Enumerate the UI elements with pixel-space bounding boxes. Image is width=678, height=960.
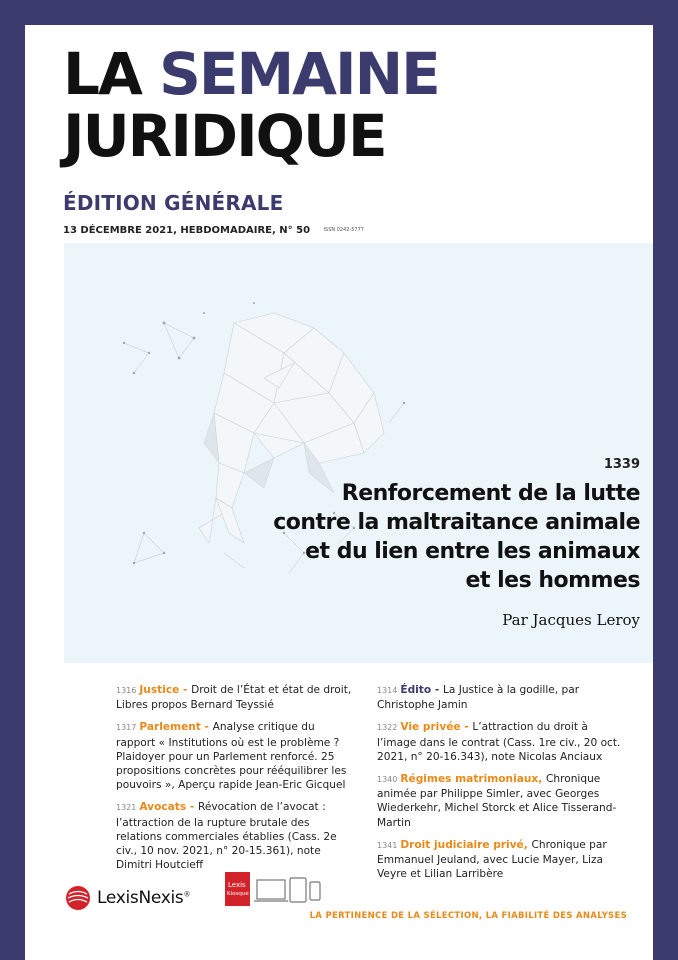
entry-separator: -	[460, 721, 473, 734]
masthead-line1	[63, 40, 439, 108]
contents-entry	[116, 720, 356, 792]
entry-text: Chronique animée par Philippe Simler, avec Georges Wiederkehr, Michel Storck et Alice Tisserand-Martin	[377, 773, 617, 829]
headline-line: et les hommes	[465, 568, 640, 593]
kiosk-line1: Lexis	[228, 881, 246, 889]
contents-left-column	[116, 683, 356, 880]
entry-number: 1316	[116, 686, 137, 695]
tagline: LA PERTINENCE DE LA SÉLECTION, LA FIABILITÉ DES ANALYSES	[309, 911, 627, 921]
entry-separator: -	[200, 721, 213, 734]
entry-rubric: Parlement	[139, 721, 201, 734]
publisher-brand: LexisNexis	[97, 888, 184, 908]
entry-text: La Justice à la godille, par Christophe Jamin	[377, 684, 580, 712]
entry-number: 1314	[377, 686, 398, 695]
tablet-icon	[290, 878, 306, 902]
contents-entry	[377, 838, 627, 882]
entry-text: Révocation de l’avocat : l’attraction de la rupture brutale des relations commerciales établies (Cass. 2e civ., 10 nov. 2021, n° 20-15.361), note Dimitri Houtcieff	[116, 801, 337, 872]
entry-text: Analyse critique du rapport « Institutions où est le problème ? Plaidoyer pour un Parlement renforcé. 25 propositions concrètes pour rééquilibrer les pouvoirs », Aperçu rapide Jean-Eric Gicquel	[116, 721, 347, 792]
laptop-icon	[257, 880, 285, 899]
contents-right-column	[377, 683, 627, 889]
masthead-semaine: SEMAINE	[159, 40, 439, 108]
headline-line: et du lien entre les animaux	[305, 539, 640, 564]
headline-line: Renforcement de la lutte	[341, 481, 640, 506]
entry-rubric: Droit judiciaire privé,	[400, 838, 528, 851]
cover-page	[25, 25, 653, 960]
entry-text: Droit de l’État et état de droit, Libres propos Bernard Teyssié	[116, 684, 352, 712]
feature-byline: Par Jacques Leroy	[502, 611, 640, 629]
feature-number: 1339	[603, 457, 640, 472]
entry-separator: -	[179, 684, 192, 696]
contents-entry	[377, 772, 627, 830]
entry-rubric: Vie privée	[400, 721, 461, 734]
masthead-juridique: JURIDIQUE	[63, 102, 386, 170]
entry-rubric: Avocats	[139, 801, 187, 814]
contents-entry	[116, 800, 356, 872]
entry-number: 1341	[377, 840, 398, 850]
entry-number: 1317	[116, 723, 137, 733]
entry-number: 1322	[377, 723, 398, 733]
entry-text: Chronique par Emmanuel Jeuland, avec Lucie Mayer, Liza Veyre et Lilian Larribère	[377, 838, 607, 881]
contents-entry	[377, 683, 627, 712]
entry-text: L’attraction du droit à l’image dans le contrat (Cass. 1re civ., 20 oct. 2021, n° 20-16.343), note Nicolas Anciaux	[377, 721, 621, 763]
masthead-la: LA	[63, 40, 141, 108]
lexisnexis-sphere-icon	[65, 885, 91, 911]
entry-separator: -	[186, 801, 198, 814]
feature-headline	[220, 479, 640, 595]
publisher-name	[97, 888, 190, 908]
entry-rubric: Régimes matrimoniaux,	[400, 773, 543, 786]
issue-date: 13 DÉCEMBRE 2021, HEBDOMADAIRE, N° 50	[63, 225, 311, 236]
issn: ISSN 0242-5777	[323, 227, 364, 233]
contents-entry	[377, 720, 627, 764]
phone-icon	[310, 882, 320, 900]
entry-number: 1340	[377, 775, 398, 785]
device-icons	[225, 870, 325, 910]
contents-entry	[116, 683, 356, 712]
entry-rubric: Édito	[400, 684, 432, 696]
edition-label: ÉDITION GÉNÉRALE	[63, 191, 284, 215]
feature-hero	[64, 243, 653, 663]
kiosk-line2: Kiosque	[227, 891, 249, 897]
registered-mark: ®	[183, 890, 191, 899]
entry-number: 1321	[116, 803, 137, 813]
entry-rubric: Justice	[139, 684, 180, 696]
publisher-logo	[65, 885, 190, 911]
dateline	[63, 225, 364, 236]
entry-separator: -	[431, 684, 443, 696]
headline-line: contre la maltraitance animale	[273, 510, 640, 535]
